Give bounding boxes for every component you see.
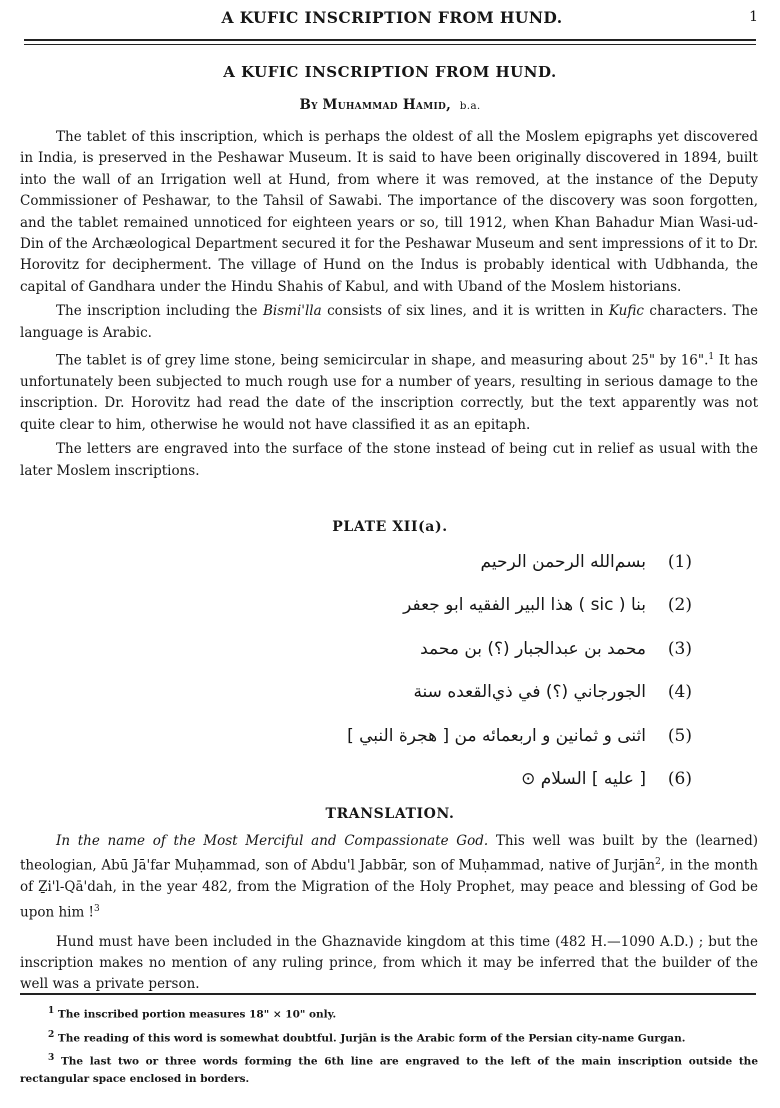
inscription-line-number: (3) [667,638,692,659]
inscription-line-text: الجورجاني (؟) في ذي‌القعده سنة [413,682,646,703]
footnote-ref-1[interactable]: 1 [708,352,715,363]
author-degree: b.a. [459,100,481,112]
footnote-1 [20,1003,758,1024]
inscription-line-number: (4) [667,682,692,703]
inscription-line [300,758,692,802]
footnote-marker: 3 [48,1053,55,1063]
footnote-marker: 1 [48,1006,55,1016]
translation-paragraph-1 [20,831,758,924]
footnote-text: The reading of this word is somewhat doubtful. Jurjān is the Arabic form of the Persian city-name Gurgan. [54,1032,686,1044]
footnote-2 [20,1027,758,1048]
byline-prefix: By [299,97,318,113]
footnote-rule [20,993,756,995]
bismilla-term: Bismi'lla [262,303,322,320]
translation-body [20,831,758,1004]
footnote-text: The last two or three words forming the 6th line are engraved to the left of the main inscription outside the rectangular space enclosed in borders. [20,1055,758,1085]
inscription-line-number: (6) [667,769,692,790]
footnotes [20,1003,758,1091]
inscription-line-number: (2) [667,595,692,616]
paragraph-3 [20,347,758,436]
article-body [20,127,758,485]
paragraph-1: The tablet of this inscription, which is perhaps the oldest of all the Moslem epigraphs yet discovered in India, is preserved in the Peshawar Museum. It is said to have been originally discovered in 1894, built into the wall of an Irrigation well at Hund, from where it was removed, at the instance of the Deputy Commissioner of Peshawar, to the Tahsil of Sawabi. The importance of the discovery was soon forgotten, and the tablet remained unnoticed for eighteen years or so, till 1912, when Khan Bahadur Mian Wasi-ud-Din of the Archæological Department secured it for the Peshawar Museum and sent impressions of it to Dr. Horovitz for decipherment. The village of Hund on the Indus is probably identical with Udbhanda, the capital of Gandhara under the Hindu Shahis of Kabul, and with Uband of the Moslem historians. [20,129,758,295]
plate-heading: PLATE XII(a). [332,519,448,535]
header-rule [24,39,756,45]
footnote-ref-2[interactable]: 2 [655,857,661,868]
page-number: 1 [749,9,758,25]
running-head [22,6,762,34]
inscription-line-number: (1) [667,551,692,572]
paragraph-2 [20,301,758,344]
kufic-term: Kufic [608,303,644,320]
translation-heading: TRANSLATION. [325,806,455,822]
inscription-line-text: اثنى و ثمانين و اربعمائه من [ هجرة النبي ] [347,725,646,746]
running-title: A KUFIC INSCRIPTION FROM HUND. [221,8,563,27]
author-name: Muhammad Hamid, [322,97,452,113]
inscription-line-text: بسم‌الله الرحمن الرحيم [480,551,646,572]
inscription-line [300,671,692,715]
inscription-line-text: [ عليه ] السلام ⊙ [521,769,646,790]
inscription-line [300,627,692,671]
inscription-line-text: محمد بن عبدالجبار (؟) بن محمد [420,638,646,659]
footnote-3 [20,1050,758,1088]
inscription-line-text: بنا ( sic ) هذا البير الفقيه ابو جعفر [403,595,646,616]
inscription-line [300,540,692,584]
translation-paragraph-2: Hund must have been included in the Ghaznavide kingdom at this time (482 H.—1090 A.D.) ; but the inscription makes no mention of any ruling prince, from which it may be inferred that the builder of the well was a private person. [20,933,758,993]
paragraph-2-text-c: characters. The language is Arabic. [20,303,759,341]
paragraph-2-text-b: consists of six lines, and it is written in [321,303,609,320]
inscription-line [300,714,692,758]
paragraph-3-text-b: It has unfortunately been subjected to much rough use for a number of years, resulting in serious damage to the inscription. Dr. Horovitz had read the date of the inscription correctly, but the text apparently was not quite clear to him, otherwise he would not have classified it as an epitaph. [20,352,758,433]
translation-text-b: , in the month of Ẕi'l-Qā'dah, in the year 482, from the Migration of the Holy Prophet, may peace and blessing of God be upon him ! [20,857,759,921]
invocation-text: In the name of the Most Merciful and Compassionate God. [56,833,489,849]
article-title: A KUFIC INSCRIPTION FROM HUND. [223,63,557,81]
byline [0,97,780,113]
footnote-ref-3[interactable]: 3 [93,903,100,914]
paragraph-4: The letters are engraved into the surface of the stone instead of being cut in relief as usual with the later Moslem inscriptions. [20,441,758,479]
inscription-line-number: (5) [667,725,692,746]
inscription-line [300,584,692,628]
paragraph-2-text-a: The inscription including the [56,303,263,320]
translation-text-a: This well was built by the (learned) theologian, Abū Jā'far Muḥammad, son of Abdu'l Jabbār, son of Muḥammad, native of Jurjān [20,833,759,874]
paragraph-3-text-a: The tablet is of grey lime stone, being semicircular in shape, and measuring about 25" by 16". [56,352,709,369]
inscription-block [300,540,692,801]
footnote-text: The inscribed portion measures 18" × 10" only. [54,1008,337,1021]
footnote-marker: 2 [48,1029,55,1040]
